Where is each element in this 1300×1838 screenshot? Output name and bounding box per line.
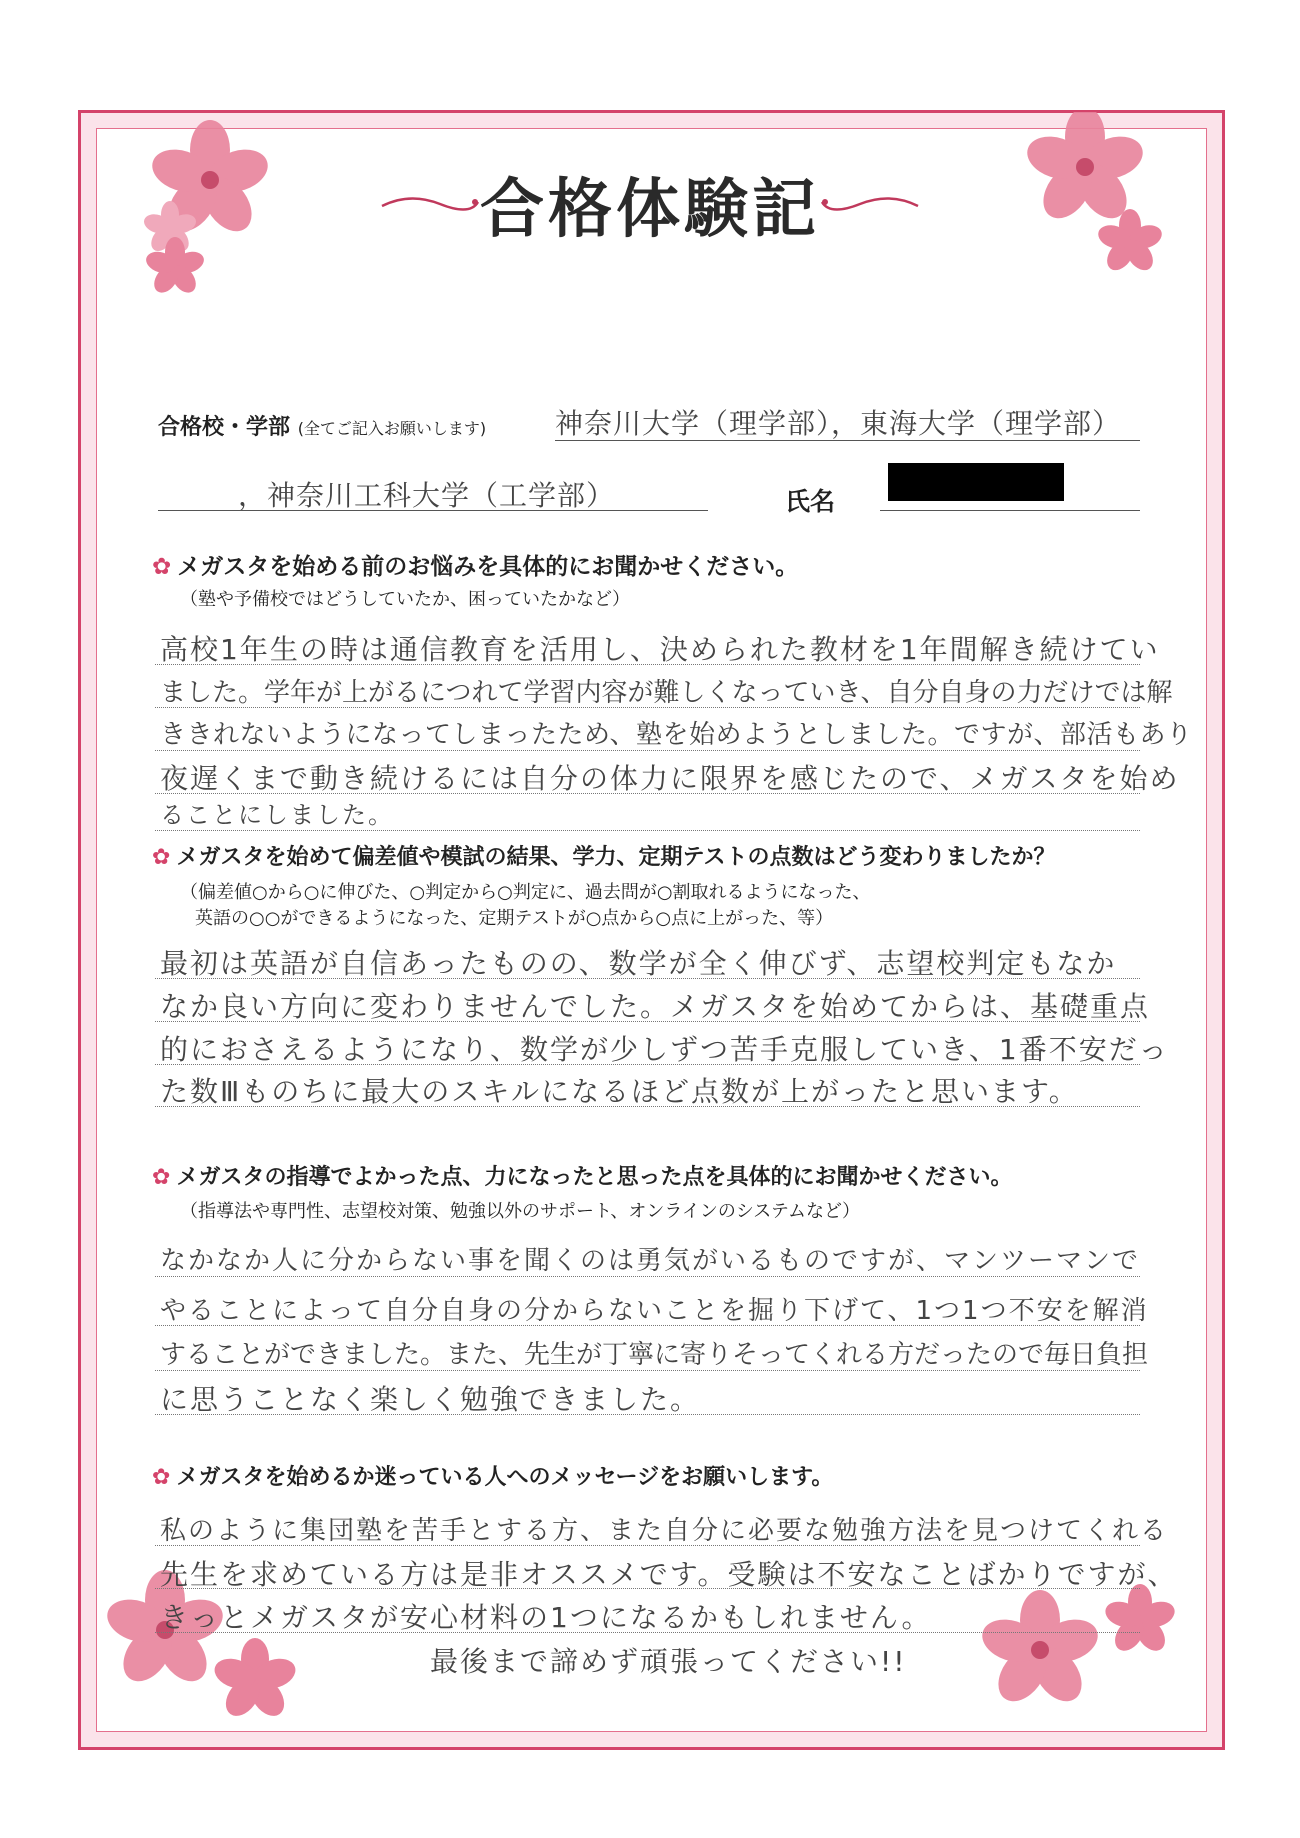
title-area	[0, 158, 1300, 258]
answer-3-line-1: なかなか人に分からない事を聞くのは勇気がいるものですが、マンツーマンで	[160, 1246, 1141, 1276]
sakura-bullet-icon: ✿	[152, 554, 172, 580]
school-label	[158, 410, 486, 441]
answer-2-line-2: なか良い方向に変わりませんでした。メガスタを始めてからは、基礎重点	[160, 990, 1151, 1023]
question-3-heading	[152, 1160, 1012, 1191]
name-underline	[880, 510, 1140, 511]
question-2-note-1: （偏差値○から○に伸びた、○判定から○判定に、過去問が○割取れるようになった、	[180, 882, 871, 903]
rule	[155, 1414, 1140, 1415]
answer-1-line-3: ききれないようになってしまったため、塾を始めようとしました。ですが、部活もあり	[160, 720, 1193, 750]
answer-1-line-1: 高校1年生の時は通信教育を活用し、決められた教材を1年間解き続けてい	[160, 633, 1160, 666]
school-line-2: ，神奈川工科大学（工学部）	[238, 479, 616, 512]
school-label-note: (全てご記入お願いします)	[297, 419, 487, 438]
answer-1-line-5: ることにしました。	[160, 801, 394, 829]
rule	[155, 1325, 1140, 1326]
answer-3-line-3: することができました。また、先生が丁寧に寄りそってくれる方だったので毎日負担	[160, 1340, 1149, 1370]
question-2-heading	[152, 840, 1056, 871]
rule	[155, 830, 1140, 831]
rule	[155, 707, 1140, 708]
answer-4-line-1: 私のように集団塾を苦手とする方、また自分に必要な勉強方法を見つけてくれる	[160, 1516, 1169, 1546]
answer-4-line-4: 最後まで諦めず頑張ってください!!	[430, 1645, 907, 1678]
rule	[155, 1370, 1140, 1371]
answer-3-line-4: に思うことなく楽しく勉強できました。	[160, 1383, 701, 1416]
name-redaction	[888, 463, 1064, 501]
answer-3-line-2: やることによって自分自身の分からないことを掘り下げて、1つ1つ不安を解消	[160, 1296, 1149, 1326]
rule	[155, 1588, 1140, 1589]
answer-4-line-3: きっとメガスタが安心材料の1つになるかもしれません。	[160, 1601, 932, 1634]
school-underline-1	[555, 440, 1140, 441]
answer-2-line-4: た数Ⅲものちに最大のスキルになるほど点数が上がったと思います。	[160, 1075, 1079, 1108]
question-4-heading	[152, 1460, 833, 1491]
question-2-note-2: 英語の○○ができるようになった、定期テストが○点から○点に上がった、等）	[195, 908, 834, 929]
rule	[155, 1632, 1140, 1633]
question-1-text: メガスタを始める前のお悩みを具体的にお聞かせください。	[177, 554, 799, 580]
answer-1-line-2: ました。学年が上がるにつれて学習内容が難しくなっていき、自分自身の力だけでは解	[160, 678, 1173, 708]
rule	[155, 1106, 1140, 1107]
answer-2-line-3: 的におさえるようになり、数学が少しずつ苦手克服していき、1番不安だっ	[160, 1033, 1169, 1066]
sakura-bullet-icon: ✿	[152, 1165, 171, 1190]
frame-inner-border	[96, 128, 1207, 1732]
sakura-bullet-icon: ✿	[152, 845, 171, 870]
school-line-1: 神奈川大学（理学部），東海大学（理学部）	[555, 407, 1122, 440]
answer-4-line-2: 先生を求めている方は是非オススメです。受験は不安なことばかりですが、	[160, 1558, 1178, 1591]
question-1-note: （塾や予備校ではどうしていたか、困っていたかなど）	[180, 589, 630, 610]
question-3-note: （指導法や専門性、志望校対策、勉強以外のサポート、オンラインのシステムなど）	[180, 1201, 861, 1222]
rule	[155, 1064, 1140, 1065]
question-2-text: メガスタを始めて偏差値や模試の結果、学力、定期テストの点数はどう変わりましたか？	[176, 845, 1056, 870]
rule	[155, 664, 1140, 665]
rule	[155, 978, 1140, 979]
question-1-heading	[152, 548, 798, 581]
rule	[155, 1276, 1140, 1277]
rule	[155, 1545, 1140, 1546]
rule	[155, 1021, 1140, 1022]
sakura-bullet-icon: ✿	[152, 1465, 171, 1490]
question-3-text: メガスタの指導でよかった点、力になったと思った点を具体的にお聞かせください。	[176, 1165, 1013, 1190]
flourish-right-icon	[820, 188, 920, 218]
answer-2-line-1: 最初は英語が自信あったものの、数学が全く伸びず、志望校判定もなか	[160, 947, 1117, 980]
page-title: 合格体験記	[480, 172, 820, 247]
school-underline-2	[158, 510, 708, 511]
school-label-text: 合格校・学部	[158, 415, 291, 440]
name-label: 氏名	[785, 487, 836, 516]
answer-1-line-4: 夜遅くまで動き続けるには自分の体力に限界を感じたので、メガスタを始め	[160, 762, 1180, 795]
question-4-text: メガスタを始めるか迷っている人へのメッセージをお願いします。	[176, 1465, 834, 1490]
rule	[155, 750, 1140, 751]
rule	[155, 793, 1140, 794]
